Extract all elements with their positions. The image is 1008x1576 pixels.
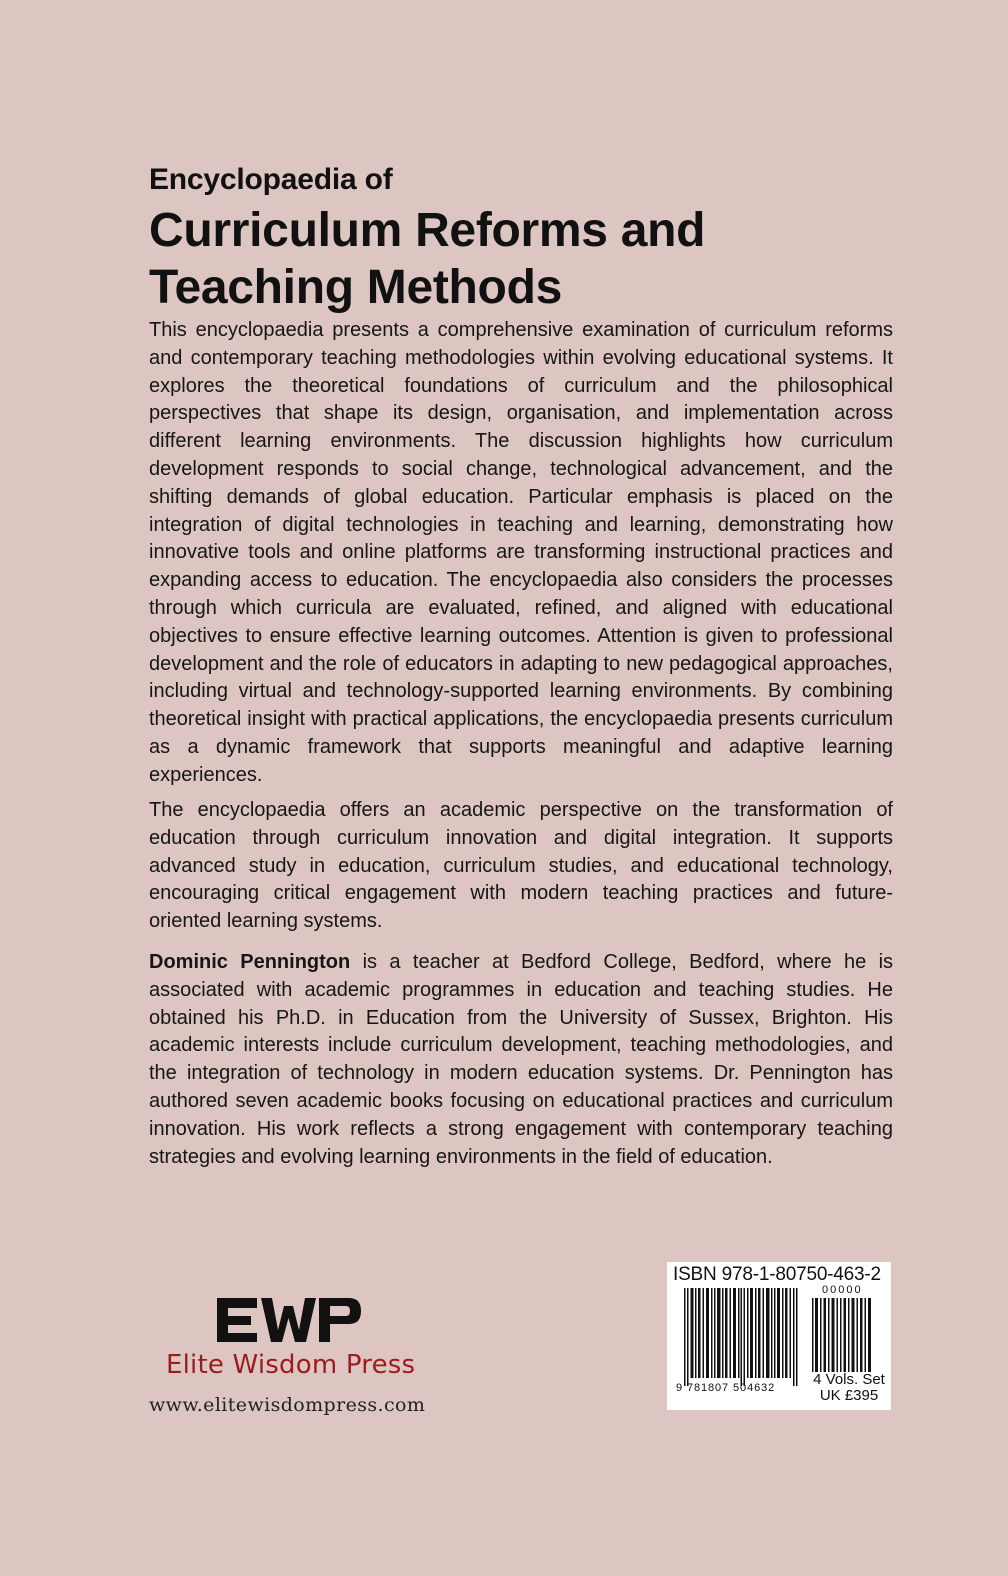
price: UK £395 [819,1387,879,1404]
title-line-2: Teaching Methods [149,261,562,314]
isbn-barcode-panel [667,1262,891,1410]
volume-count: 4 Vols. Set [813,1371,885,1388]
series-label: Encyclopaedia of [149,163,393,196]
author-bio-text: is a teacher at Bedford College, Bedford, where he is associated with academic programmes in education and teaching studies. He obtained his Ph.D. in Education from the University of Sussex, Brighton. His academic interests include curriculum development, teaching methodologies, and the integration of technology in modern education systems. Dr. Pennington has authored seven academic books focusing on educational practices and curriculum innovation. His work reflects a strong engagement with contemporary teaching strategies and evolving learning environments in the field of education. [149,951,894,1168]
publisher-name: Elite Wisdom Press [166,1350,416,1380]
isbn-label: ISBN 978-1-80750-463-2 [673,1264,881,1285]
barcode-digits: 9 781807 504632 [676,1382,776,1394]
barcode-icon [684,1288,800,1386]
description-paragraph-1: This encyclopaedia presents a comprehensive examination of curriculum reforms and contemporary teaching methodologies within evolving educational systems. It explores the theoretical foundations of curriculum and the philosophical perspectives that shape its design, organisation, and implementation across different learning environments. The discussion highlights how curriculum development responds to social change, technological advancement, and the shifting demands of global education. Particular emphasis is placed on the integration of digital technologies in teaching and learning, demonstrating how innovative tools and online platforms are transforming instructional practices and expanding access to education. The encyclopaedia also considers the processes through which curricula are evaluated, refined, and aligned with educational objectives to ensure effective learning outcomes. Attention is given to professional development and the role of educators in adapting to new pedagogical approaches, including virtual and technology-supported learning environments. By combining theoretical insight with practical applications, the encyclopaedia presents curriculum as a dynamic framework that supports meaningful and adaptive learning experiences. [149,319,893,786]
author-bio [149,949,893,1171]
title-line-1: Curriculum Reforms and [149,204,706,257]
book-title [149,202,869,316]
addon-barcode-icon [812,1298,874,1372]
set-info [811,1372,887,1404]
ewp-logo-icon [215,1292,365,1348]
description-paragraph-2: The encyclopaedia offers an academic perspective on the transformation of education through curriculum innovation and digital integration. It supports advanced study in education, curriculum studies, and educational technology, encouraging critical engagement with modern teaching practices and future-oriented learning systems. [149,799,893,933]
publisher-url: www.elitewisdompress.com [149,1394,426,1416]
author-name: Dominic Pennington [149,951,351,973]
addon-digits: 00000 [822,1284,863,1296]
